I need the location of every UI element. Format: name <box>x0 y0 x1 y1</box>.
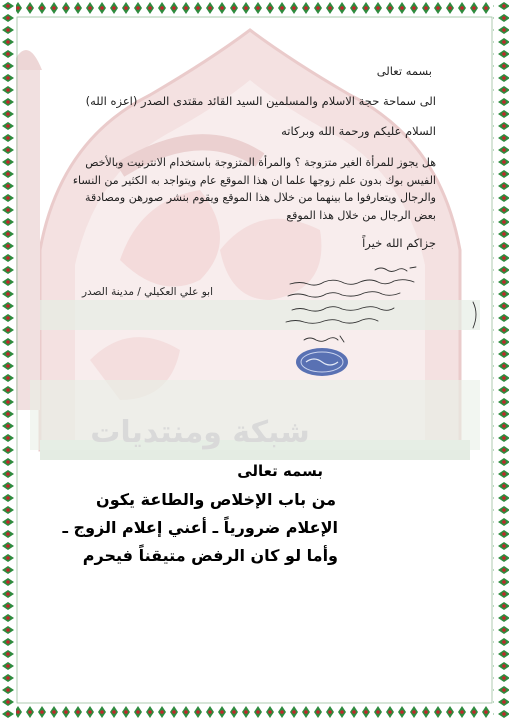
letter-sender: ابو علي العكيلي / مدينة الصدر <box>81 286 213 298</box>
forum-watermark-text: شبكة ومنتديات <box>90 415 310 450</box>
letter-question: هل يجوز للمرأة الغير متزوجة ؟ والمرأة المتزوجة باستخدام الانترنيت وبالأخص الفيس بوك بدون علم زوجها علما ان هذا الموقع عام ويتواجد به الكثير من النساء والرجال ويتعارفوا ما بينهما من خلال هذا الموقع ويقوم بنشر صورهن ومصادقة بعض الرجال من خلال هذا الموقع <box>72 156 436 222</box>
letter-addressee: الى سماحة حجة الاسلام والمسلمين السيد القائد مقتدى الصدر (اعزه الله) <box>85 94 436 108</box>
official-seal <box>296 348 348 376</box>
letter-thanks: جزاكم الله خيراً <box>362 236 436 250</box>
letter-greeting: السلام عليكم ورحمة الله وبركاته <box>281 124 436 138</box>
answer-line-2: الإعلام ضرورياً ـ أعني إعلام الزوج ـ <box>62 518 338 537</box>
answer-line-1: من باب الإخلاص والطاعة يكون <box>96 490 336 509</box>
letter-opening: بسمه تعالى <box>376 64 432 78</box>
answer-opening: بسمه تعالى <box>237 462 323 480</box>
handwritten-annotation <box>280 262 480 382</box>
answer-line-3: وأما لو كان الرفض متيقناً فيحرم <box>82 546 338 565</box>
